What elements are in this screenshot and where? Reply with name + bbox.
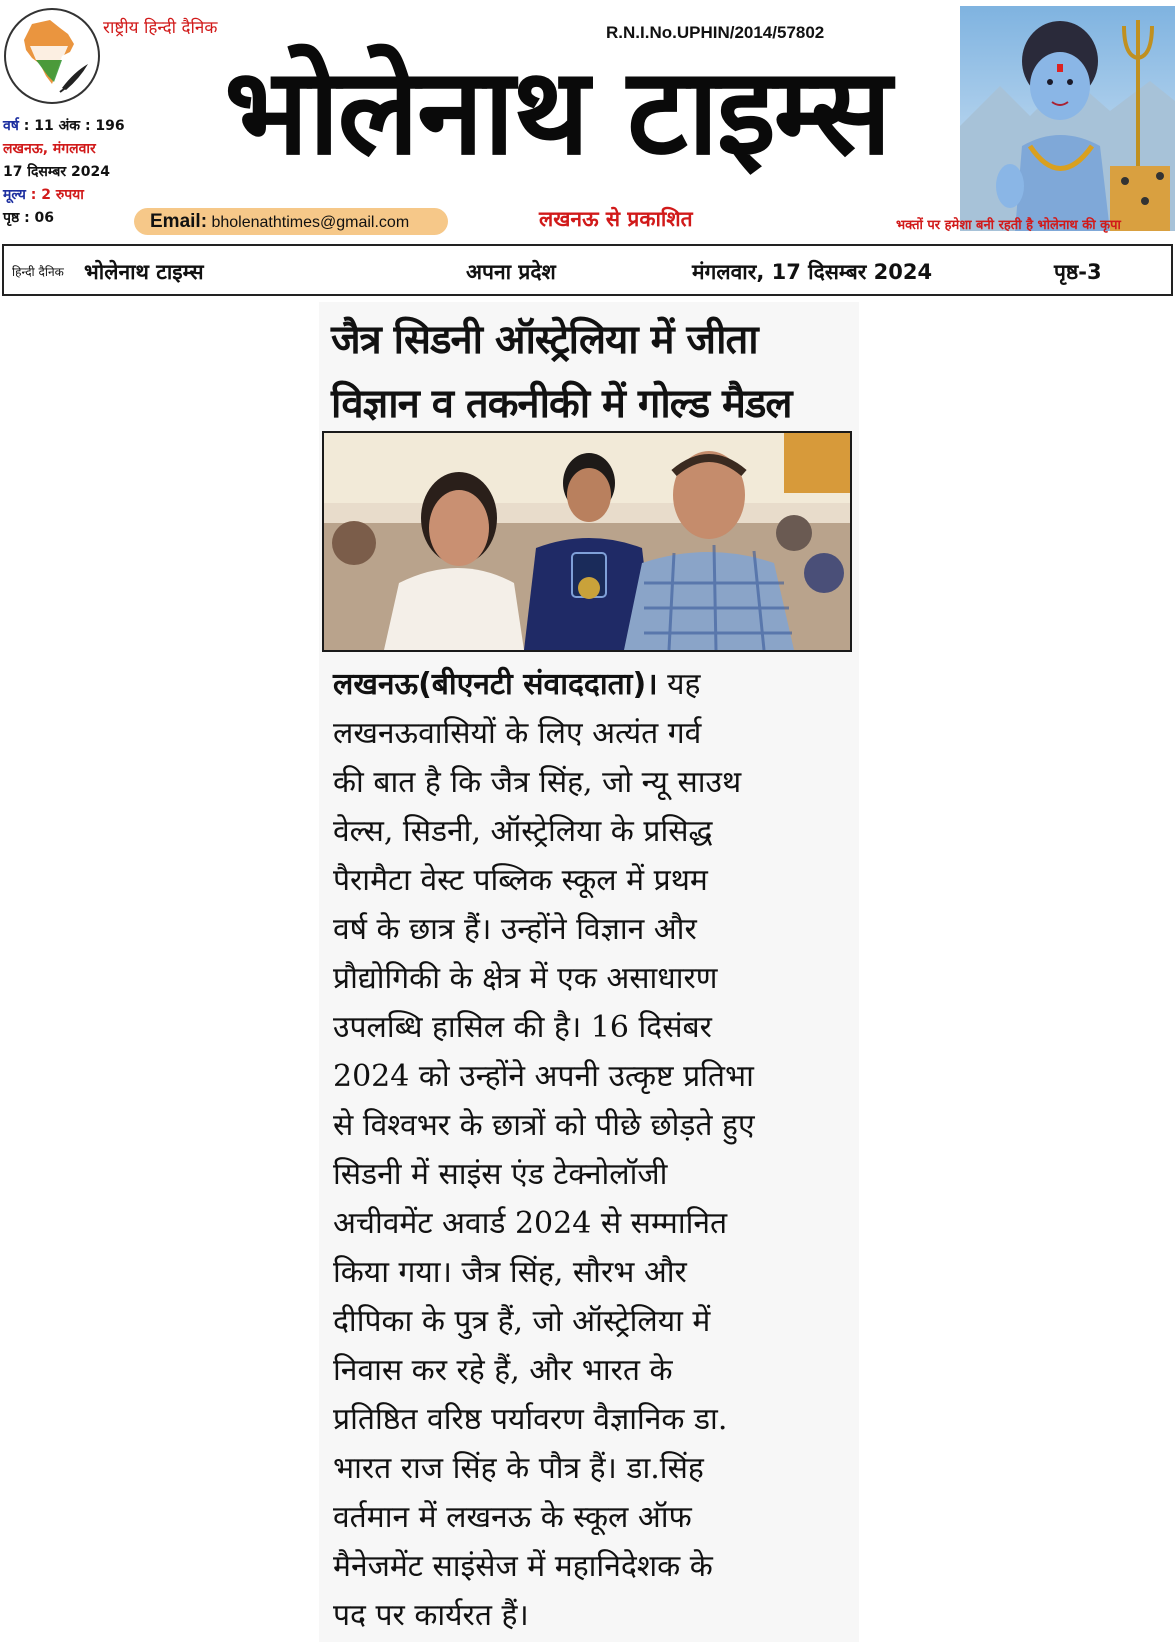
article-line: किया गया। जैत्र सिंह, सौरभ और <box>333 1255 687 1290</box>
article-headline <box>331 308 851 436</box>
rni-number: R.N.I.No.UPHIN/2014/57802 <box>606 23 825 42</box>
price-label: मूल्य <box>3 187 26 203</box>
article-photo <box>322 431 852 652</box>
published-from: लखनऊ से प्रकाशित <box>539 207 693 231</box>
year-value: : 11 <box>23 118 54 134</box>
pages-label: पृष्ठ <box>3 210 20 226</box>
price-row <box>3 184 125 207</box>
headline-line-2: विज्ञान व तकनीकी में गोल्ड मैडल <box>331 381 792 427</box>
headline-line-1: जैत्र सिडनी ऑस्ट्रेलिया में जीता <box>331 317 758 363</box>
pages-value: : 06 <box>24 210 55 226</box>
article-line: सिडनी में साइंस एंड टेक्नोलॉजी <box>333 1157 668 1192</box>
article-line: दीपिका के पुत्र हैं, जो ऑस्ट्रेलिया में <box>333 1304 711 1339</box>
year-issue-row <box>3 115 125 138</box>
paper-prefix: हिन्दी दैनिक <box>12 265 64 279</box>
email-link[interactable]: bholenathtimes@gmail.com <box>211 214 410 231</box>
article-line: मैनेजमेंट साइंसेज में महानिदेशक के <box>333 1549 713 1584</box>
news-article <box>319 302 859 1642</box>
article-line: पैरामैटा वेस्ट पब्लिक स्कूल में प्रथम <box>333 863 708 898</box>
masthead <box>0 0 1175 262</box>
issue-value: : 196 <box>84 118 125 134</box>
article-body <box>333 660 853 1640</box>
issue-date: 17 दिसम्बर 2024 <box>3 164 110 180</box>
article-line: से विश्वभर के छात्रों को पीछे छोड़ते हुए <box>333 1108 755 1143</box>
tagline: राष्ट्रीय हिन्दी दैनिक <box>103 18 218 38</box>
article-lead: लखनऊ(बीएनटी संवाददाता)। <box>333 667 658 702</box>
article-line-text: यह <box>657 667 701 702</box>
issue-meta <box>3 115 125 230</box>
article-line: वर्ष के छात्र हैं। उन्होंने विज्ञान और <box>333 912 697 947</box>
article-line: प्रतिष्ठित वरिष्ठ पर्यावरण वैज्ञानिक डा. <box>333 1402 728 1437</box>
article-line: निवास कर रहे हैं, और भारत के <box>333 1353 673 1388</box>
article-line: पद पर कार्यरत हैं। <box>333 1598 529 1633</box>
article-line: अचीवमेंट अवार्ड 2024 से सम्मानित <box>333 1206 728 1241</box>
article-line: भारत राज सिंह के पौत्र हैं। डा.सिंह <box>333 1451 704 1486</box>
section-name: अपना प्रदेश <box>466 260 556 284</box>
deity-caption: भक्तों पर हमेशा बनी रहती है भोलेनाथ की कृपा <box>896 218 1121 233</box>
article-line: लखनऊवासियों के लिए अत्यंत गर्व <box>333 716 702 751</box>
year-label: वर्ष <box>3 118 19 134</box>
newspaper-logo <box>2 6 102 106</box>
deity-image <box>960 6 1175 231</box>
article-line: वेल्स, सिडनी, ऑस्ट्रेलिया के प्रसिद्ध <box>333 814 713 849</box>
email-label: Email: <box>150 211 208 232</box>
place-day: लखनऊ, मंगलवार <box>3 141 96 157</box>
paper-name: भोलेनाथ टाइम्स <box>84 260 204 284</box>
article-line: 2024 को उन्होंने अपनी उत्कृष्ट प्रतिभा <box>333 1059 754 1094</box>
newspaper-title: भोलेनाथ टाइम्स <box>224 43 890 182</box>
issue-label: अंक <box>58 118 81 134</box>
article-line <box>333 660 853 709</box>
article-line: वर्तमान में लखनऊ के स्कूल ऑफ <box>333 1500 692 1535</box>
pages-row <box>3 207 125 230</box>
article-line: की बात है कि जैत्र सिंह, जो न्यू साउथ <box>333 765 742 800</box>
email-pill <box>134 208 448 235</box>
article-line: प्रौद्योगिकी के क्षेत्र में एक असाधारण <box>333 961 718 996</box>
page-number: पृष्ठ-3 <box>1054 260 1102 284</box>
price-value: : 2 रुपया <box>30 187 84 203</box>
article-line: उपलब्धि हासिल की है। 16 दिसंबर <box>333 1010 712 1045</box>
page-header-bar <box>2 244 1173 296</box>
page-date: मंगलवार, 17 दिसम्बर 2024 <box>692 260 933 284</box>
